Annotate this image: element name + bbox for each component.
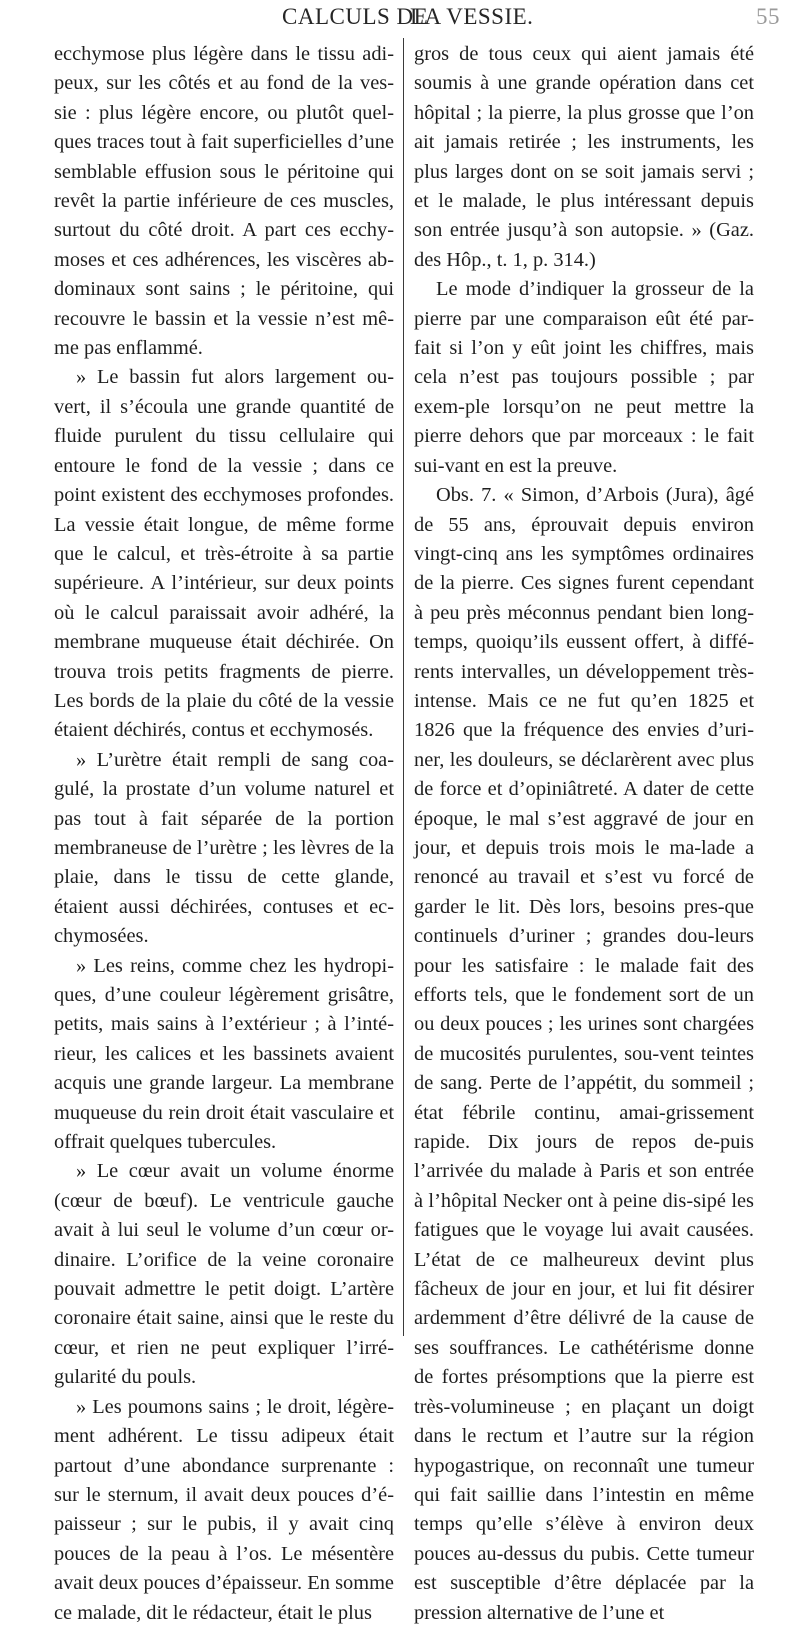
- paragraph: » Le cœur avait un volume énorme (cœur de bœuf). Le ventricule gauche avait à lui seul le volume d’un cœur or-dinaire. L’orifice de la veine coronaire pouvait admettre le petit doigt. L’artère coronaire était saine, ainsi que le reste du cœur, et rien ne peut expliquer l’irré-gularité du pouls.: [54, 1160, 394, 1389]
- running-head: [0, 4, 800, 34]
- paragraph: Le mode d’indiquer la grosseur de la pierre par une comparaison eût été par-fait si l’on y eût joint les chiffres, mais cela n’est pas toujours possible ; par exem-ple lorsqu’on ne peut mettre la pierre dehors que par morceaux : le fait sui-vant en est la preuve.: [414, 278, 754, 477]
- column-divider: [403, 38, 404, 1336]
- paragraph: » Les reins, comme chez les hydropi-ques, d’une couleur légèrement grisâtre, petits, mais sains à l’extérieur ; à l’inté-rieur, les calices et les bassinets avaient acquis une grande largeur. La membrane muqueuse du rein droit était vasculaire et offrait quelques tubercules.: [54, 954, 394, 1154]
- right-column: [414, 40, 754, 1628]
- running-title-left: CALCULS DE: [282, 4, 429, 29]
- paragraph: » L’urètre était rempli de sang coa-gulé, la prostate d’un volume naturel et pas tout à fait séparée de la portion membraneuse de l’urètre ; les lèvres de la plaie, dans le tissu de cette glande, étaient aussi déchirées, contuses et ec-chymosées.: [54, 748, 394, 948]
- left-column: [54, 40, 394, 1628]
- paragraph: ecchymose plus légère dans le tissu adi-peux, sur les côtés et au fond de la ves-sie : plus légère encore, ou plutôt quel-ques traces tout à fait superficielles d’une semblable effusion sous le péritoine qui revêt la partie inférieure de ces muscles, surtout du côté droit. A part ces ecchy-moses et ces adhérences, les viscères ab-dominaux sont sains ; le péritoine, qui recouvre le bassin et la vessie n’est mê-me pas enflammé.: [54, 43, 394, 360]
- paragraph: gros de tous ceux qui aient jamais été soumis à une grande opération dans cet hôpital ; la pierre, la plus grosse que l’on ait jamais retirée ; les instruments, les plus larges dont on se soit jamais servi ; et le malade, le plus intéressant depuis son entrée jusqu’à son autopsie. » (Gaz. des Hôp., t. 1, p. 314.): [414, 43, 754, 271]
- page-number: 55: [756, 4, 780, 29]
- paragraph: Obs. 7. « Simon, d’Arbois (Jura), âgé de 55 ans, éprouvait depuis environ vingt-cinq ans les symptômes ordinaires de la pierre. Ces signes furent cependant à peu près méconnus pendant bien long-temps, quoiqu’ils eussent offert, à diffé-rents intervalles, un développement très-intense. Mais ce ne fut qu’en 1825 et 1826 que la fréquence des envies d’uri-ner, les douleurs, se déclarèrent avec plus de force et d’opiniâtreté. A dater de cette époque, le mal s’est aggravé de jour en jour, et depuis trois mois le ma-lade a renoncé au travail et s’est vu forcé de garder le lit. Dès lors, besoins pres-que continuels d’uriner ; grandes dou-leurs pour les satisfaire : le malade fait des efforts tels, que le fondement sort de un ou deux pouces ; les urines sont chargées de mucosités purulentes, sou-vent teintes de sang. Perte de l’appétit, du sommeil ; état fébrile continu, amai-grissement rapide. Dix jours de repos de-puis l’arrivée du malade à Paris et son entrée à l’hôpital Necker ont à peine dis-sipé les fatigues que le voyage lui avait causées. L’état de ce malheureux devint plus fâcheux de jour en jour, et lui fit désirer ardemment d’être délivré de la cause de ses souffrances. Le cathétérisme donne de fortes présomptions que la pierre est très-volumineuse ; en plaçant un doigt dans le rectum et l’autre sur la région hypogastrique, on reconnaît une tumeur qui fait saillie dans l’intestin en même temps qu’elle s’élève à environ deux pouces au-dessus du pubis. Cette tumeur est susceptible d’être déplacée par la pression alternative de l’une et: [414, 484, 754, 1624]
- paragraph: » Les poumons sains ; le droit, légère-ment adhérent. Le tissu adipeux était partout d’une abondance surprenante : sur le sternum, il avait deux pouces d’é-paisseur ; sur le pubis, il y avait cinq pouces de la peau à l’os. Le mésentère avait deux pouces d’épaisseur. En somme ce malade, dit le rédacteur, était le plus: [54, 1395, 394, 1624]
- running-title-right: LA VESSIE.: [410, 4, 534, 29]
- paragraph: » Le bassin fut alors largement ou-vert, il s’écoula une grande quantité de fluide purulent du tissu cellulaire qui entoure le fond de la vessie ; dans ce point existent des ecchymoses profondes. La vessie était longue, de même forme que le calcul, et très-étroite à sa partie supérieure. A l’intérieur, sur deux points où le calcul paraissait avoir adhéré, la membrane muqueuse était déchirée. On trouva trois petits fragments de pierre. Les bords de la plaie du côté de la vessie étaient déchirés, contus et ecchymosés.: [54, 366, 394, 742]
